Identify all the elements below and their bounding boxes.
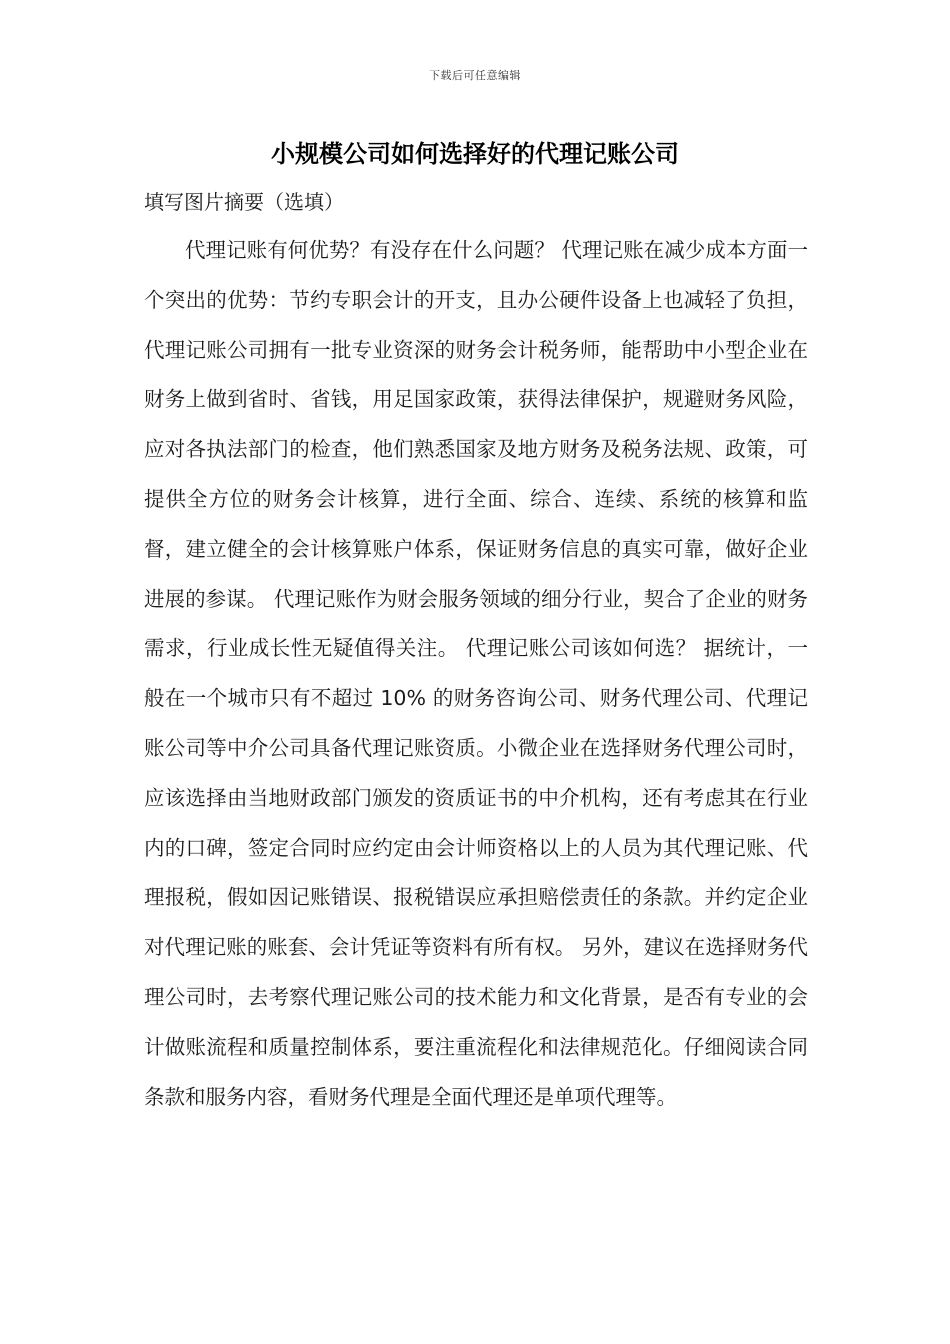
image-summary-placeholder: 填写图片摘要（选填） [144, 190, 344, 214]
download-note: 下载后可任意编辑 [429, 69, 521, 82]
article-body: 代理记账有何优势？有没存在什么问题？ 代理记账在减少成本方面一个突出的优势：节约专职会计的开支，且办公硬件设备上也减轻了负担，代理记账公司拥有一批专业资深的财务会计税务师，能帮助中小型企业在财务上做到省时、省钱，用足国家政策，获得法律保护，规避财务风险，应对各执法部门的检查，他们熟悉国家及地方财务及税务法规、政策，可提供全方位的财务会计核算，进行全面、综合、连续、系统的核算和监督，建立健全的会计核算账户体系，保证财务信息的真实可靠，做好企业进展的参谋。 代理记账作为财会服务领域的细分行业，契合了企业的财务需求，行业成长性无疑值得关注。 代理记账公司该如何选？ 据统计，一般在一个城市只有不超过 10% 的财务咨询公司、财务代理公司、代理记账公司等中介公司具备代理记账资质。小微企业在选择财务代理公司时，应该选择由当地财政部门颁发的资质证书的中介机构，还有考虑其在行业内的口碑，签定合同时应约定由会计师资格以上的人员为其代理记账、代理报税，假如因记账错误、报税错误应承担赔偿责任的条款。并约定企业对代理记账的账套、会计凭证等资料有所有权。 另外，建议在选择财务代理公司时，去考察代理记账公司的技术能力和文化背景，是否有专业的会计做账流程和质量控制体系，要注重流程化和法律规范化。仔细阅读合同条款和服务内容，看财务代理是全面代理还是单项代理等。 [144, 238, 808, 1109]
page-title: 小规模公司如何选择好的代理记账公司 [271, 140, 679, 168]
